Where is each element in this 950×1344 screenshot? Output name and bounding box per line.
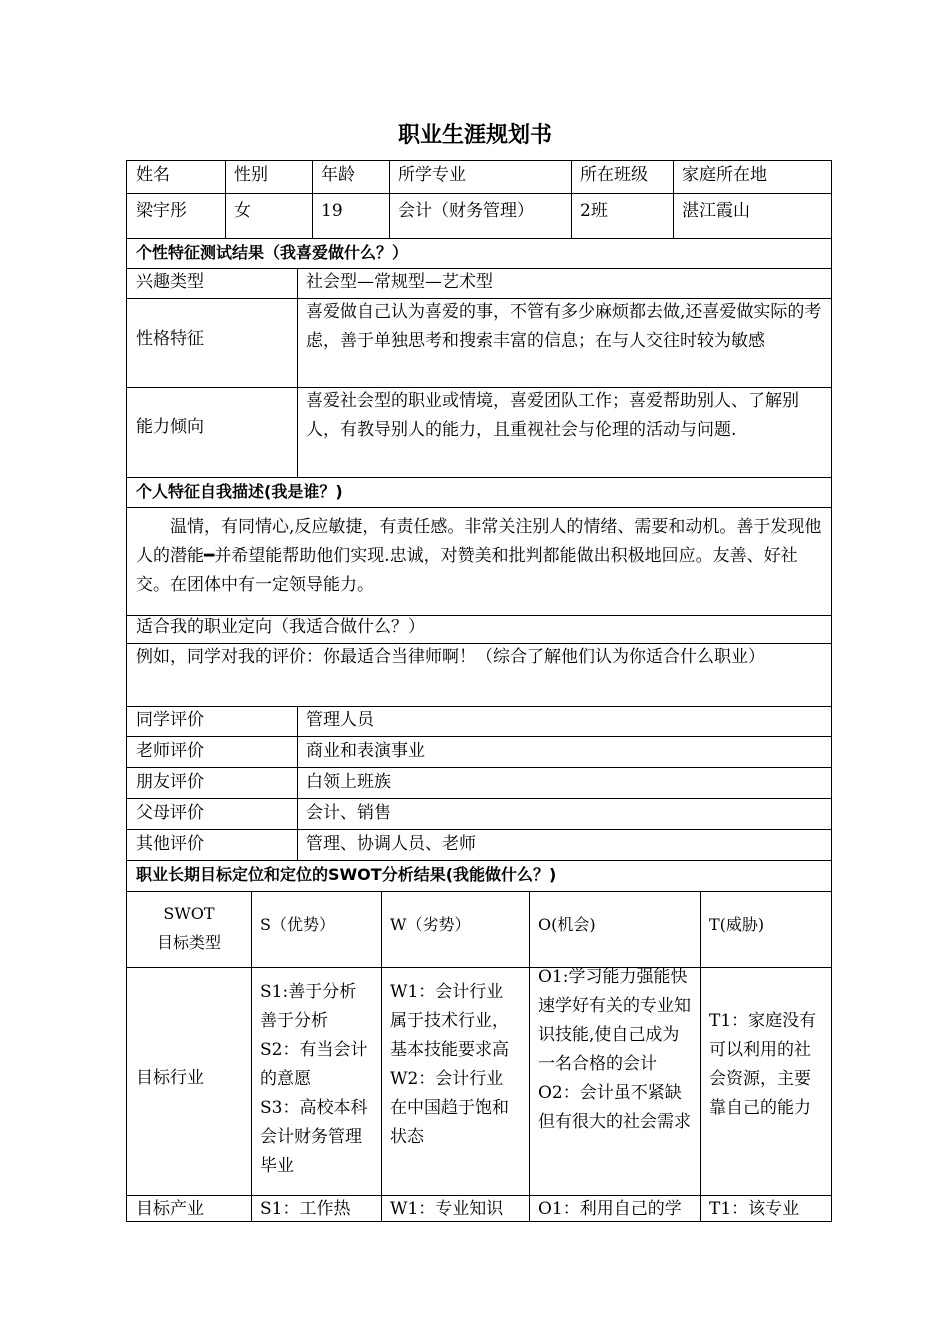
swot-header-opportunity: O(机会) — [538, 915, 596, 934]
career-plan-table — [126, 160, 832, 1222]
swot-row-industry-w: W1：会计行业属于技术行业，基本技能要求高 W2：会计行业在中国趋于饱和状态 — [390, 982, 509, 1147]
character-value: 喜爱做自己认为喜爱的事，不管有多少麻烦都去做,还喜爱做实际的考虑，善于单独思考和搜索丰富的信息；在与人交往时较为敏感 — [306, 302, 822, 351]
value-class: 2班 — [580, 201, 608, 221]
eval-label-friend: 朋友评价 — [136, 772, 204, 792]
header-gender: 性别 — [234, 165, 268, 185]
interest-type-label: 兴趣类型 — [136, 272, 204, 292]
value-age: 19 — [321, 201, 343, 221]
interest-type-value: 社会型—常规型—艺术型 — [306, 272, 493, 292]
header-name: 姓名 — [136, 165, 170, 185]
header-class: 所在班级 — [580, 165, 648, 185]
self-desc-heading: 个人特征自我描述(我是谁？) — [136, 482, 343, 501]
swot-row-sector-t: T1：该专业 — [709, 1199, 800, 1219]
swot-row-sector-label: 目标产业 — [136, 1199, 204, 1219]
value-name: 梁宇彤 — [136, 201, 187, 221]
ability-value: 喜爱社会型的职业或情境，喜爱团队工作；喜爱帮助别人、了解别人，有教导别人的能力，且重视社会与伦理的活动与问题. — [306, 391, 799, 440]
swot-header-threat: T(威胁) — [709, 915, 765, 934]
eval-label-teacher: 老师评价 — [136, 741, 204, 761]
career-heading: 适合我的职业定向（我适合做什么？） — [136, 617, 425, 637]
value-major: 会计（财务管理） — [398, 201, 534, 221]
page-title: 职业生涯规划书 — [397, 123, 552, 148]
swot-header-type: SWOT 目标类型 — [156, 904, 221, 952]
swot-row-sector-o: O1：利用自己的学 — [538, 1199, 682, 1219]
value-hometown: 湛江霞山 — [682, 201, 750, 221]
eval-value-other: 管理、协调人员、老师 — [306, 834, 476, 854]
swot-row-industry-s: S1:善于分析善于分析 S2：有当会计的意愿 S3：高校本科会计财务管理毕业 — [260, 982, 368, 1176]
eval-value-teacher: 商业和表演事业 — [306, 741, 425, 761]
ability-label: 能力倾向 — [136, 417, 204, 437]
value-gender: 女 — [234, 201, 251, 221]
eval-label-other: 其他评价 — [136, 834, 204, 854]
eval-label-parent: 父母评价 — [136, 803, 204, 823]
eval-value-friend: 白领上班族 — [306, 772, 391, 792]
header-major: 所学专业 — [398, 165, 466, 185]
header-age: 年龄 — [321, 165, 355, 185]
personality-heading: 个性特征测试结果（我喜爱做什么？） — [136, 243, 409, 262]
self-desc-text: 温情，有同情心,反应敏捷，有责任感。非常关注别人的情绪、需要和动机。善于发现他人的潜能━并希望能帮助他们实现.忠诚，对赞美和批判都能做出积极地回应。友善、好社交。在团体中有一定领导能力。 — [136, 517, 822, 595]
character-label: 性格特征 — [136, 329, 204, 349]
eval-label-classmate: 同学评价 — [136, 710, 204, 730]
eval-value-classmate: 管理人员 — [306, 710, 374, 730]
swot-row-sector-w: W1：专业知识 — [390, 1199, 504, 1219]
swot-row-industry-o: O1:学习能力强能快速学好有关的专业知识技能,使自己成为一名合格的会计 O2：会计虽不紧缺但有很大的社会需求 — [538, 967, 691, 1132]
swot-header-strength: S（优势） — [260, 915, 335, 934]
swot-row-sector-s: S1：工作热 — [260, 1199, 351, 1219]
career-example: 例如，同学对我的评价：你最适合当律师啊！（综合了解他们认为你适合什么职业） — [136, 647, 765, 667]
swot-row-industry-label: 目标行业 — [136, 1068, 204, 1088]
swot-header-weakness: W（劣势） — [390, 915, 471, 934]
swot-heading: 职业长期目标定位和定位的SWOT分析结果(我能做什么？) — [136, 865, 557, 884]
eval-value-parent: 会计、销售 — [306, 803, 391, 823]
header-hometown: 家庭所在地 — [682, 165, 767, 185]
swot-row-industry-t: T1：家庭没有可以利用的社会资源，主要靠自己的能力 — [709, 1011, 817, 1118]
